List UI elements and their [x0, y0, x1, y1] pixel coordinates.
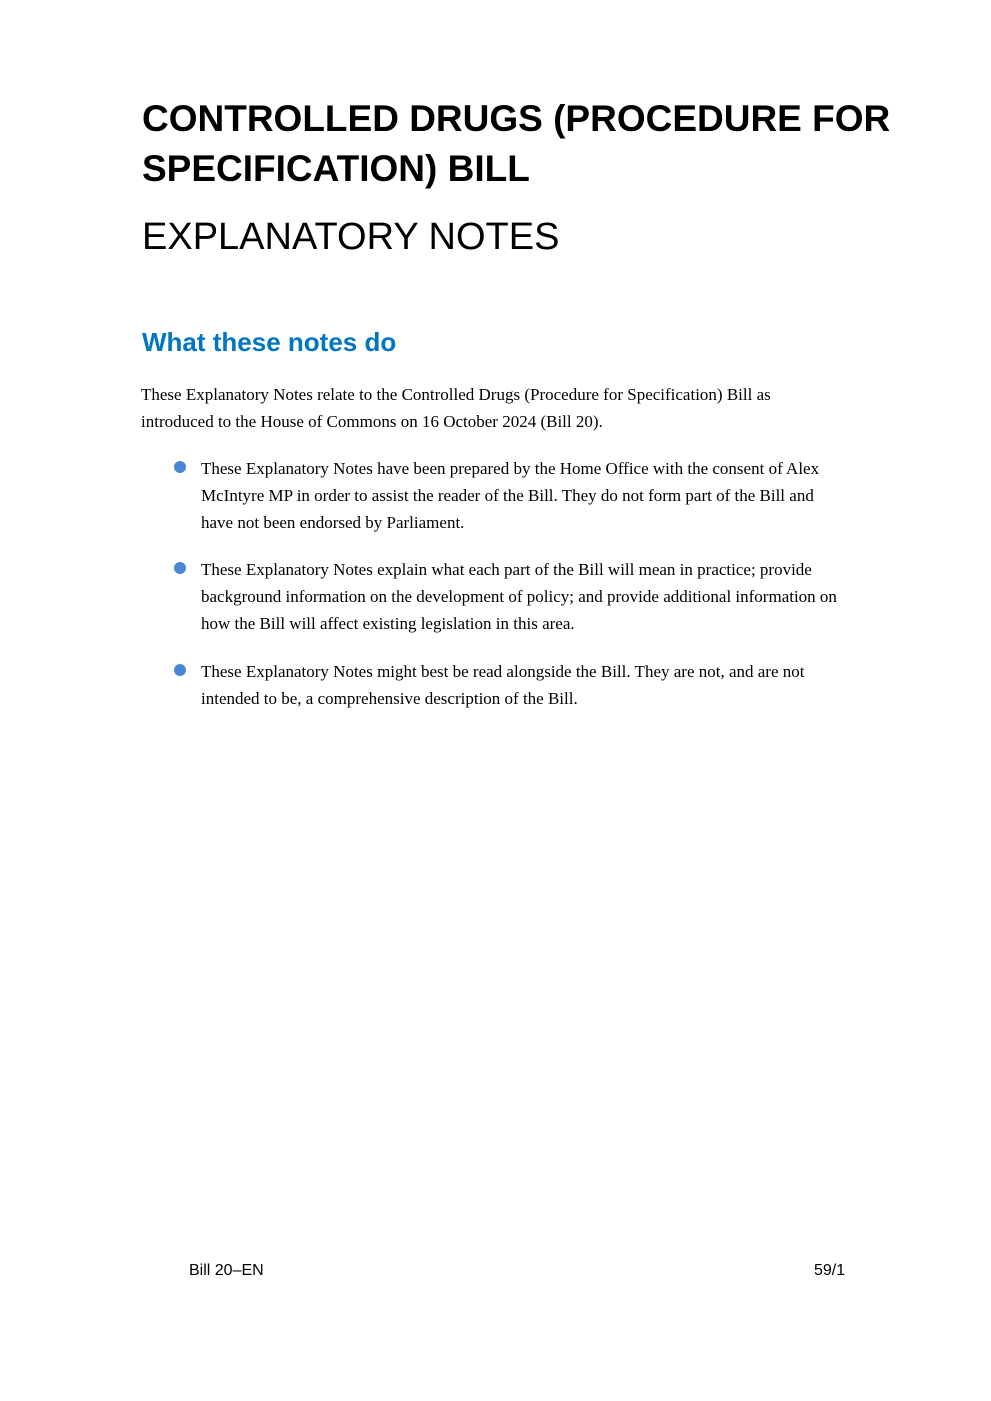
bullet-item — [201, 455, 819, 536]
bullet-icon — [174, 461, 186, 473]
document-title — [142, 94, 890, 194]
intro-paragraph — [141, 381, 771, 435]
text-line: McIntyre MP in order to assist the reader of the Bill. They do not form part of the Bill and — [201, 486, 814, 505]
text-line: intended to be, a comprehensive description of the Bill. — [201, 689, 578, 708]
text-line: have not been endorsed by Parliament. — [201, 513, 465, 532]
section-heading: What these notes do — [142, 327, 397, 357]
text-line: These Explanatory Notes explain what each part of the Bill will mean in practice; provide — [201, 560, 812, 579]
bullet-item — [201, 556, 837, 637]
footer-page-reference: 59/1 — [814, 1262, 846, 1279]
bullet-item — [201, 658, 804, 712]
text-line: These Explanatory Notes relate to the Controlled Drugs (Procedure for Specification) Bill as — [141, 385, 771, 404]
document-subtitle: EXPLANATORY NOTES — [142, 216, 560, 258]
text-line: background information on the development of policy; and provide additional information on — [201, 587, 837, 606]
text-line: These Explanatory Notes have been prepared by the Home Office with the consent of Alex — [201, 459, 820, 478]
text-line: introduced to the House of Commons on 16 October 2024 (Bill 20). — [141, 412, 603, 431]
title-line: SPECIFICATION) BILL — [142, 148, 530, 189]
footer-bill-reference: Bill 20–EN — [189, 1262, 264, 1279]
text-line: how the Bill will affect existing legislation in this area. — [201, 614, 575, 633]
text-line: These Explanatory Notes might best be read alongside the Bill. They are not, and are not — [201, 662, 805, 681]
bullet-icon — [174, 562, 186, 574]
bullet-icon — [174, 664, 186, 676]
title-line: CONTROLLED DRUGS (PROCEDURE FOR — [142, 98, 891, 139]
